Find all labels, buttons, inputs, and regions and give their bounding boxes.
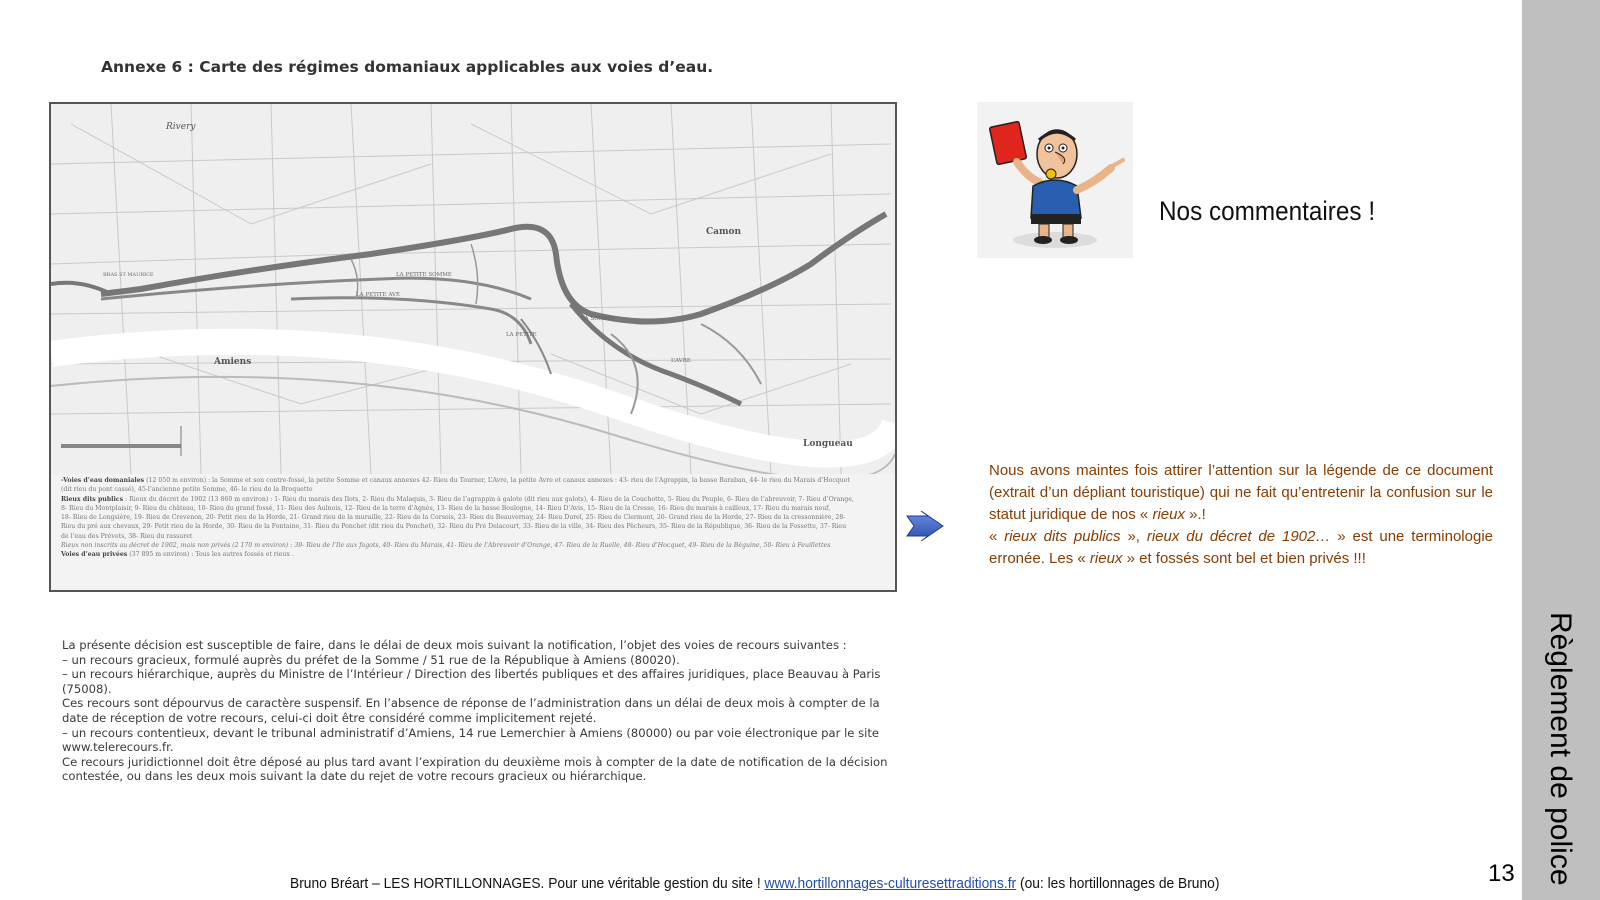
comments-body (989, 460, 1493, 570)
decision-line: www.telerecours.fr. (62, 740, 174, 755)
map-drawing (51, 104, 895, 474)
comments-text: » et fossés sont bel et bien privés !!! (1122, 550, 1366, 567)
comments-emphasis: rieux du décret de 1902… (1146, 528, 1331, 545)
decision-line: La présente décision est susceptible de faire, dans le délai de deux mois suivant la notification, l’objet des voies de recours suivantes : (62, 638, 847, 652)
footer-suffix: (ou: les hortillonnages de Bruno) (1019, 875, 1220, 892)
legend-line: 8- Rieu du Montplaisir, 9- Rieu du château, 10- Rieu du grand fossé, 11- Rieu des Aulnois, 12- Rieu de la terre d’Agnès, 13- Rieu de la basse Boulogne, 14- Rieu D’Avis, 15- Rieu de la Cresse, 16- Rieu du marais à cailloux, 17- Rieu du marais neuf, (61, 504, 831, 512)
referee-cartoon-icon (977, 102, 1133, 258)
map-legend (61, 476, 883, 588)
comments-text: « (989, 528, 1005, 545)
legend-head-privees: Voies d’eau privées (61, 551, 128, 559)
decision-line: Ces recours sont dépourvus de caractère suspensif. En l’absence de réponse de l’administration dans un délai de deux mois à compter de la (62, 696, 880, 711)
legend-line: Rieux non inscrits au décret de 1902, mais non privés (2 170 m environ) : 39- Rieu de l’Ile aux fagots, 40- Rieu du Marais, 41- Rieu de l’Abreuvoir d’Orange, 47- Rieu de la Ruelle, 48- Rieu d’Hocquet, 49- Rieu de la Béguine, 50- Rieu à Feuillettes (61, 542, 831, 550)
comments-emphasis: rieux (1152, 506, 1185, 523)
comments-emphasis: rieux (1089, 550, 1123, 567)
decision-text (62, 638, 902, 784)
legend-line: (dit rieu du pont cassé), 45-l’ancienne petite Somme, 46- le rieu de la Broquette (61, 486, 313, 494)
sidebar-title: Règlement de police (1544, 612, 1577, 886)
legend-head-publics: Rieux dits publics (61, 495, 124, 503)
map-label-rivery: Rivery (166, 122, 196, 132)
map-label-amiens: Amiens (214, 357, 252, 367)
comments-text: ».! (1184, 506, 1206, 523)
decision-line: date de réception de votre recours, celui-ci doit être considéré comme implicitement rejeté. (62, 710, 597, 725)
comments-paragraph-1 (989, 460, 1493, 526)
legend-line: Rieu du pré aux chevaux, 29- Petit rieu de la Horde, 30- Rieu de la Fontaine, 31- Rieu du Ponchet (dit rieu du Ponchet), 32- Rieu du Pré Delacourt, 33- Rieu de la ville, 34- Rieu des Pêcheurs, 35- Rieu de la République, 36- Rieu de la Fossette, 37- Rieu (61, 523, 847, 531)
decision-line: – un recours hiérarchique, auprès du Ministre de l’Intérieur / Direction des libertés publiques et des affaires juridiques, place Beauvau à Paris (62, 667, 881, 682)
comments-text: » est une terminologie erronée. Les « (989, 528, 1493, 567)
decision-line: (75008). (62, 681, 112, 696)
footer (290, 875, 1219, 892)
legend-line: (37 895 m environ) : Tous les autres fossés et rieux . (129, 551, 294, 559)
comments-emphasis: rieux dits publics (1004, 528, 1121, 545)
annexe-title: Annexe 6 : Carte des régimes domaniaux applicables aux voies d’eau. (101, 58, 714, 76)
comments-text: Nous avons maintes fois attirer l’attention sur la légende de ce document (extrait d’un dépliant touristique) qui ne fait qu’entretenir la confusion sur le statut juridique de nos « (989, 462, 1493, 523)
footer-website-link[interactable]: www.hortillonnages-culturesettraditions.fr (764, 875, 1017, 892)
legend-line: de l’eau des Prévots, 38- Rieu du rassuret (61, 532, 193, 540)
map-label-camon: Camon (706, 227, 742, 237)
decision-line: Ce recours juridictionnel doit être déposé au plus tard avant l’expiration du deuxième mois à compter de la date de notification de la décision (62, 754, 888, 769)
legend-line: 18- Rieu de Longsière, 19- Rieu de Crevenon, 20- Petit rieu de la Horde, 21- Grand rieu de la muraille, 22- Rieu de la Corsois, 23- Rieu du Beauvernay, 24- Rieu Durel, 25- Rieu de Clermont, 26- Grand rieu de la Horde, 27- Rieu de la cressonnière, 28- (61, 514, 846, 522)
map-label-bras-st-maurice: BRAS ST MAURICE (103, 272, 154, 278)
map-label-la-petite-somme: LA PETITE SOMME (396, 272, 452, 278)
right-arrow-icon (906, 511, 944, 541)
map-label-la-somme: LA SOMME (581, 316, 614, 322)
legend-line: : Rieux du décret de 1902 (13 860 m environ) : 1- Rieu du marais des Ilots, 2- Rieu du Malaquis, 3- Rieu de l’agrappin à galote (dit rieu aux galots), 4- Rieu de la Couchotte, 5- Rieu du Peuple, 6- Rieu de l’abreuvoir, 7- Rieu d’Orange, (125, 495, 854, 503)
map-label-la-petite: LA PETITE (506, 332, 537, 338)
decision-line: – un recours gracieux, formulé auprès du préfet de la Somme / 51 rue de la République à Amiens (80020). (62, 652, 680, 667)
page-number: 13 (1488, 860, 1515, 887)
legend-line: (12 050 m environ) : la Somme et son contre-fossé, la petite Somme et canaux annexes 42- Rieu du Tourner, L’Avre, la petite Avre et canaux annexes : 43- rieu de l’Agrappin, la basse Baraban, 44- le rieu du Marais d’Hocquet (146, 477, 850, 484)
map-label-l-avre: L’AVRE (671, 358, 691, 364)
map-label-longueau: Longueau (803, 439, 853, 449)
comments-text: », (1120, 528, 1147, 545)
map-image (49, 102, 897, 592)
comments-title: Nos commentaires ! (1159, 196, 1376, 226)
decision-line: – un recours contentieux, devant le tribunal administratif d’Amiens, 14 rue Lemerchier à Amiens (80000) ou par voie électronique par le site (62, 725, 880, 740)
decision-line: contestée, ou dans les deux mois suivant la date du rejet de votre recours gracieux ou hiérarchique. (62, 769, 647, 784)
legend-head-domaniales: -Voies d’eau domaniales (61, 477, 145, 484)
map-label-la-petite-ave: LA PETITE AVE (356, 292, 401, 298)
comments-paragraph-2 (989, 526, 1493, 570)
footer-prefix: Bruno Bréart – LES HORTILLONNAGES. Pour une véritable gestion du site ! (290, 875, 765, 892)
